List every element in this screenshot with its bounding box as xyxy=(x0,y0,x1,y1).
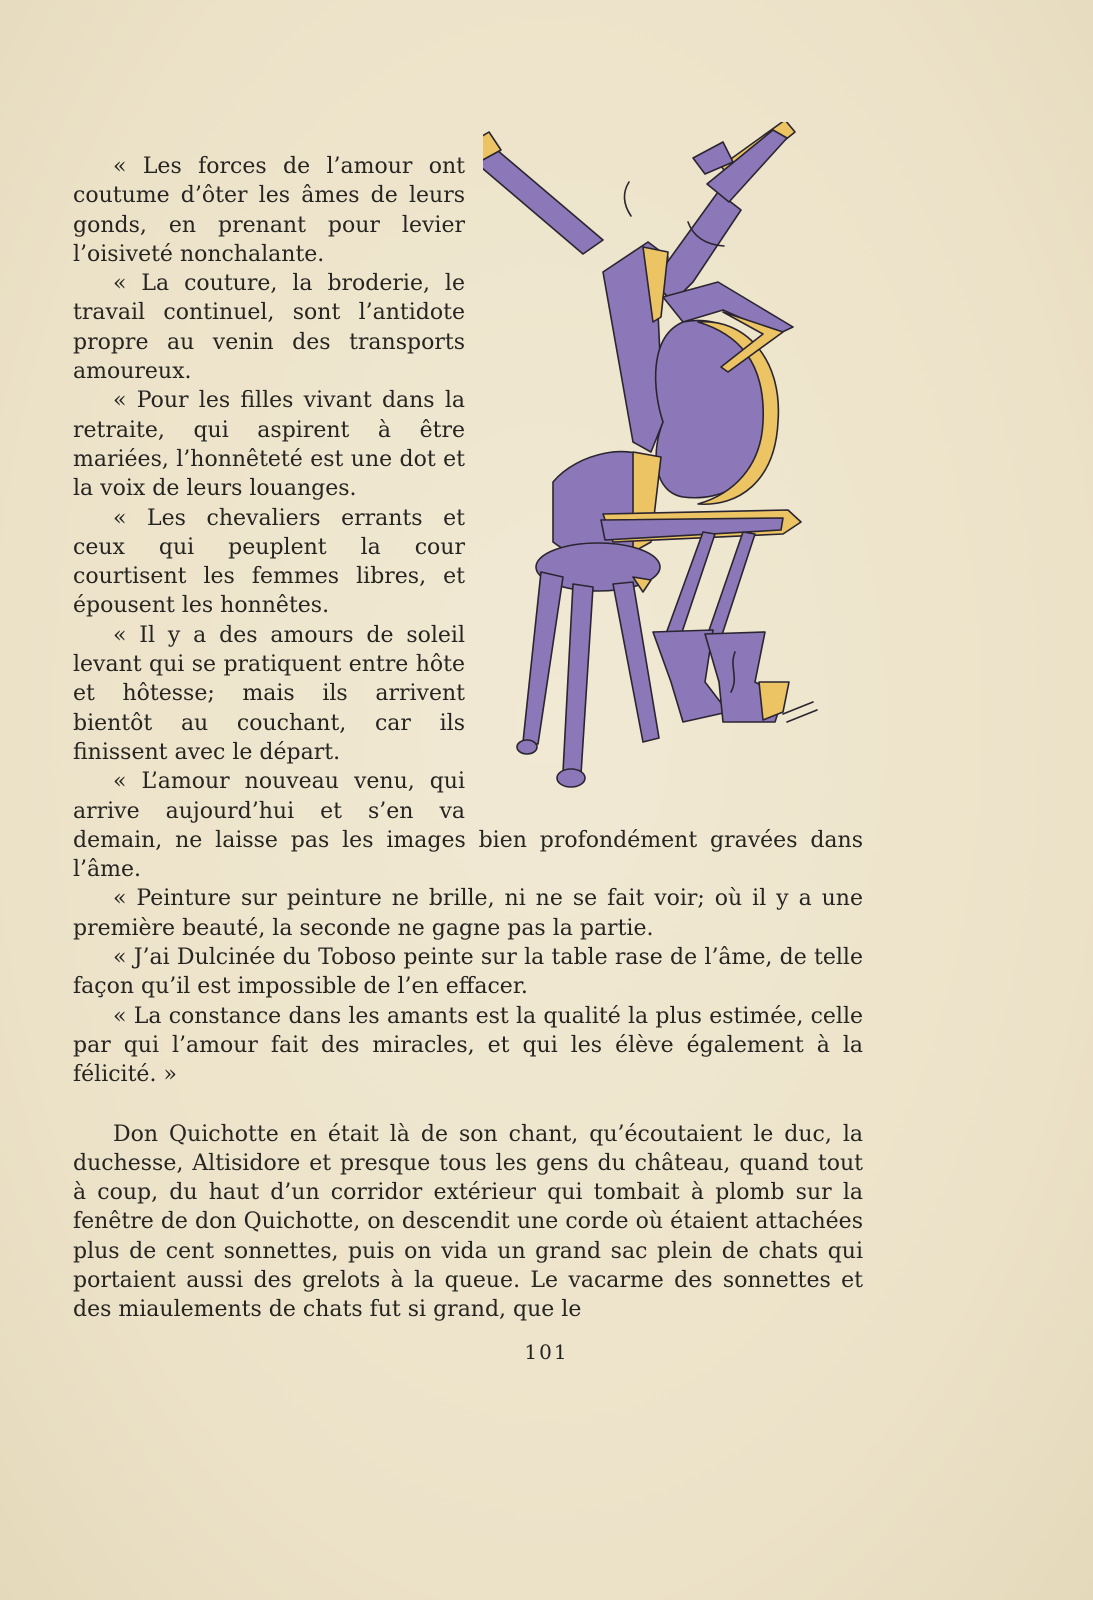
verse-7: « Peinture sur peinture ne brille, ni ne se fait voir; où il y a une première beauté, la seconde ne gagne pas la partie. xyxy=(73,886,863,941)
verse-4: « Les chevaliers errants et ceux qui peuplent la cour courtisent les femmes libres, et épousent les honnêtes. xyxy=(73,505,465,619)
guitarist-drawing xyxy=(483,122,863,802)
verse-5: « Il y a des amours de soleil levant qui se pratiquent entre hôte et hôtesse; mais ils arrivent bientôt au couchant, car ils finissent avec le départ. xyxy=(73,622,465,765)
page-number: 101 xyxy=(524,1340,569,1364)
guitar-neck xyxy=(483,150,603,254)
verse-1: « Les forces de l’amour ont coutume d’ôter les âmes de leurs gonds, en prenant pour levier l’oisiveté nonchalante. xyxy=(73,154,465,267)
verse-9: « La constance dans les amants est la qualité la plus estimée, celle par qui l’amour fait des miracles, et qui les élève également à la félicité. » xyxy=(73,1003,863,1088)
section-gap xyxy=(73,1090,863,1120)
guitarist-illustration xyxy=(483,122,863,774)
verse-6: « L’amour nouveau venu, qui arrive aujourd’hui et s’en va demain, ne laisse pas les images bien profondément gravées dans l’âme. xyxy=(73,769,863,883)
text-block xyxy=(73,152,863,1325)
narrative-paragraph: Don Quichotte en était là de son chant, qu’écoutaient le duc, la duchesse, Altisidore et presque tous les gens du château, quand tout à coup, du haut d’un corridor extérieur qui tombait à plomb sur la fenêtre de don Quichotte, on descendit une corde où étaient attachées plus de cent sonnettes, puis on vida un grand sac plein de chats qui portaient aussi des grelots à la queue. Le vacarme des sonnettes et des miaulements de chats fut si grand, que le xyxy=(73,1121,863,1323)
verse-2: « La couture, la broderie, le travail continuel, sont l’antidote propre au venin des transports amoureux. xyxy=(73,271,465,385)
figure-head xyxy=(653,192,741,302)
verse-8: « J’ai Dulcinée du Toboso peinte sur la table rase de l’âme, de telle façon qu’il est impossible de l’en effacer. xyxy=(73,945,863,1000)
verse-3: « Pour les filles vivant dans la retraite, qui aspirent à être mariées, l’honnêteté est une dot et la voix de leurs louanges. xyxy=(73,388,465,502)
